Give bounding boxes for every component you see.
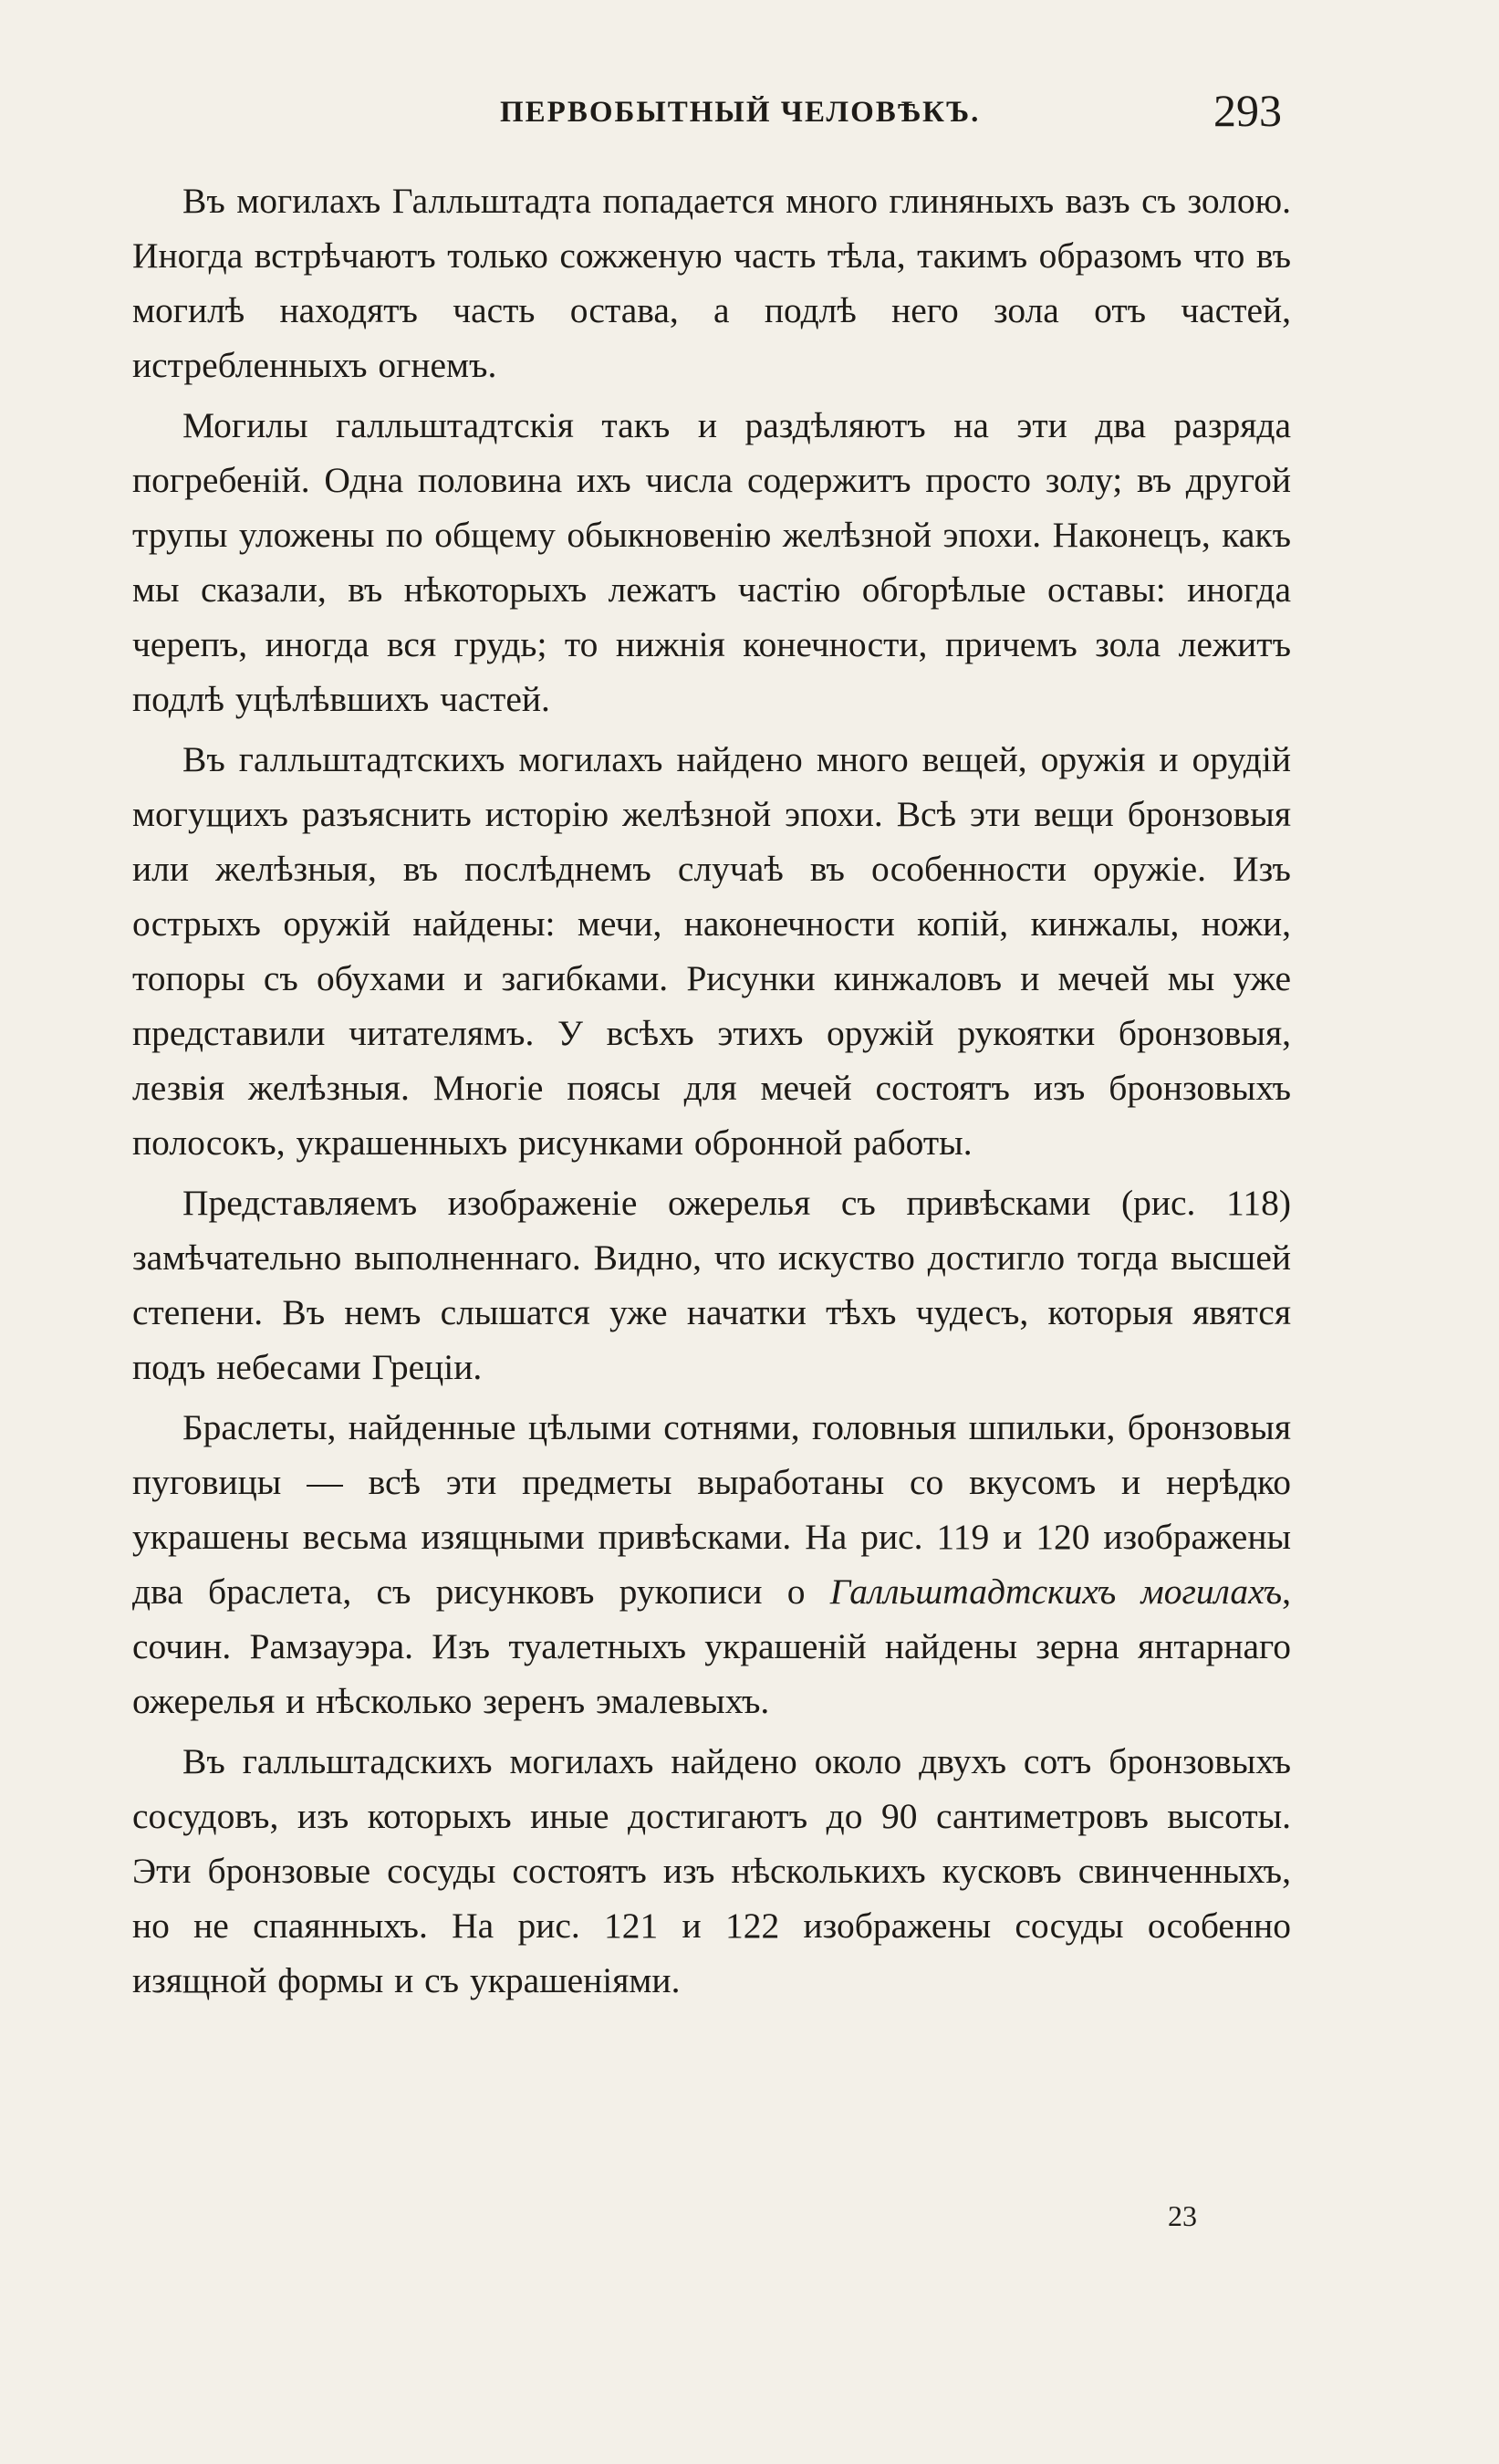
- page-number: 293: [1213, 85, 1282, 136]
- paragraph-5-italic-title: Галльштадтскихъ могилахъ: [829, 1571, 1283, 1612]
- paragraph-1: Въ могилахъ Галльштадта попадается много глиняныхъ вазъ съ золою. Иногда встрѣчаютъ только сожженую часть тѣла, такимъ образомъ что въ могилѣ находятъ часть остава, а подлѣ него зола отъ частей, истребленныхъ огнемъ.: [132, 181, 1291, 385]
- paragraph-5: [132, 1400, 1291, 1728]
- body-text: [132, 173, 1291, 2008]
- signature-mark: 23: [1168, 2199, 1197, 2232]
- paragraph-2: Могилы галльштадтскія такъ и раздѣляютъ на эти два разряда погребеній. Одна половина ихъ числа содержитъ просто золу; въ другой трупы уложены по общему обыкновенію желѣзной эпохи. Наконецъ, какъ мы сказали, въ нѣкоторыхъ лежатъ частію обгорѣлые оставы: иногда черепъ, иногда вся грудь; то нижнія конечности, причемъ зола лежитъ подлѣ уцѣлѣвшихъ частей.: [132, 405, 1291, 719]
- paragraph-5-text-a: Браслеты, найденные цѣлыми сотнями, головныя шпильки, бронзовыя пуговицы — всѣ эти предметы выработаны со вкусомъ и нерѣдко украшены весьма изящными привѣсками. На рис. 119 и 120 изображены два браслета, съ рисунковъ рукописи о: [132, 1407, 1291, 1612]
- paragraph-6: Въ галльштадскихъ могилахъ найдено около двухъ сотъ бронзовыхъ сосудовъ, изъ которыхъ иные достигаютъ до 90 сантиметровъ высоты. Эти бронзовые сосуды состоятъ изъ нѣсколькихъ кусковъ свинченныхъ, но не спаянныхъ. На рис. 121 и 122 изображены сосуды особенно изящной формы и съ украшеніями.: [132, 1741, 1291, 2000]
- paragraph-5-text-b: , сочин. Рамзауэра. Изъ туалетныхъ украшеній найдены зерна янтарнаго ожерелья и нѣсколько зеренъ эмалевыхъ.: [132, 1571, 1291, 1721]
- paragraph-3: Въ галльштадтскихъ могилахъ найдено много вещей, оружія и орудій могущихъ разъяснить исторію желѣзной эпохи. Всѣ эти вещи бронзовыя или желѣзныя, въ послѣднемъ случаѣ въ особенности оружіе. Изъ острыхъ оружій найдены: мечи, наконечности копій, кинжалы, ножи, топоры съ обухами и загибками. Рисунки кинжаловъ и мечей мы уже представили читателямъ. У всѣхъ этихъ оружій рукоятки бронзовыя, лезвія желѣзныя. Многіе поясы для мечей состоятъ изъ бронзовыхъ полосокъ, украшенныхъ рисунками обронной работы.: [132, 739, 1291, 1163]
- paragraph-4: Представляемъ изображеніе ожерелья съ привѣсками (рис. 118) замѣчательно выполненнаго. Видно, что искуство достигло тогда высшей степени. Въ немъ слышатся уже начатки тѣхъ чудесъ, которыя явятся подъ небесами Греціи.: [132, 1183, 1291, 1387]
- running-title: ПЕРВОБЫТНЫЙ ЧЕЛОВѢКЪ.: [500, 96, 981, 129]
